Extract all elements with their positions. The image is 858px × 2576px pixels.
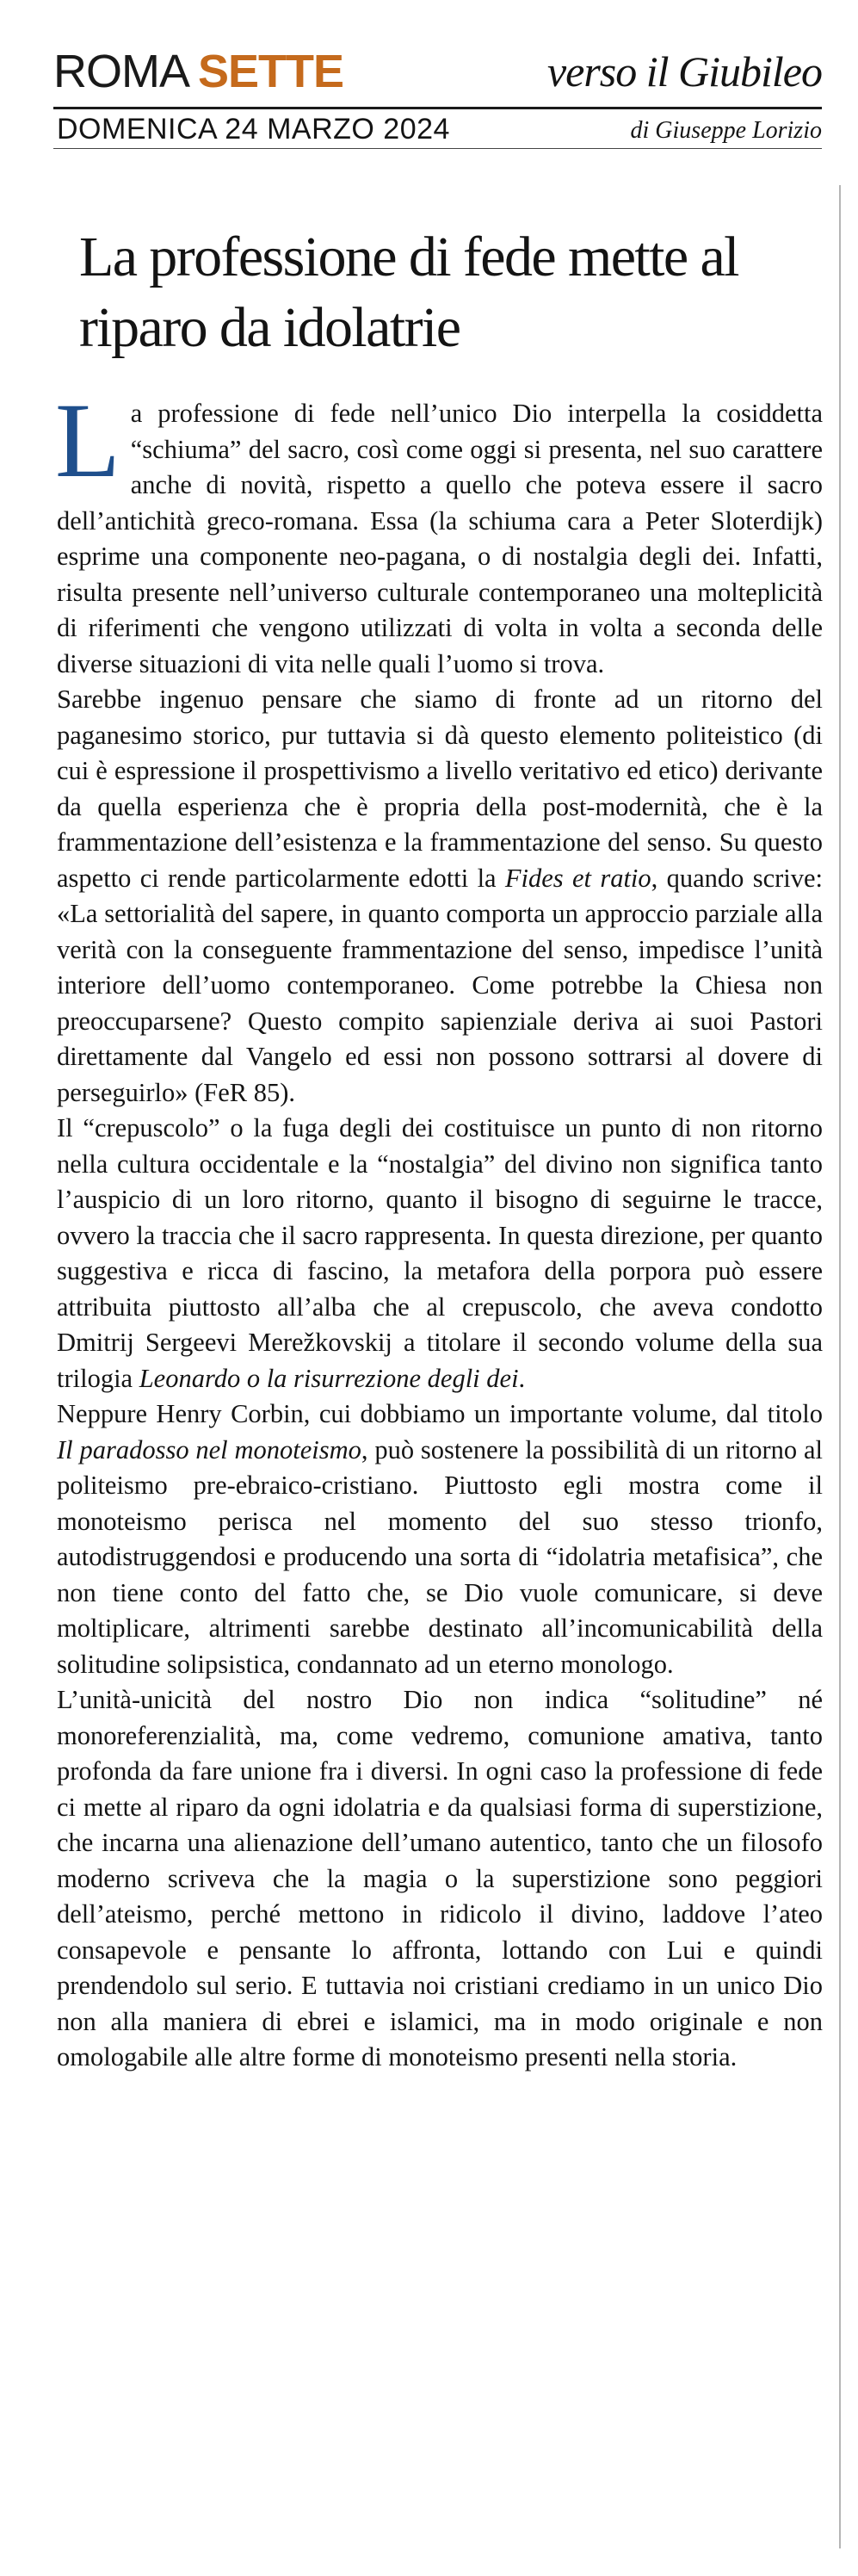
title-leonardo: Leonardo o la risurrezione degli dei xyxy=(139,1363,519,1393)
masthead-bottom-rule xyxy=(53,148,822,149)
paragraph-2: Sarebbe ingenuo pensare che siamo di fronte ad un ritorno del paganesimo storico, pur tuttavia si dà questo elemento politeistico (di cui è espressione il prospettivismo a livello veritativo ed etico) derivante da quella esperienza che è propria della post-modernità, che è la frammentazione dell’esistenza e la frammentazione del senso. Su questo aspetto ci rende particolarmente edotti la Fides et ratio, quando scrive: «La settorialità del sapere, in quanto comporta un approccio parziale alla verità con la conseguente frammentazione del senso, impedisce l’unità interiore dell’uomo contemporaneo. Come potrebbe la Chiesa non preoccuparsene? Questo compito sapienziale deriva ai suoi Pastori direttamente dal Vangelo ed essi non possono sottrarsi al dovere di perseguirlo» (FeR 85). xyxy=(57,684,823,1107)
author-byline: di Giuseppe Lorizio xyxy=(630,117,822,144)
column-rule xyxy=(839,185,841,2548)
paragraph-3: Il “crepuscolo” o la fuga degli dei costituisce un punto di non ritorno nella cultura occidentale e la “nostalgia” del divino non significa tanto l’auspicio di un loro ritorno, quanto il bisogno di seguirne le tracce, ovvero la traccia che il sacro rappresenta. In questa direzione, per quanto suggestiva e ricca di fascino, la metafora della porpora può essere attribuita piuttosto all’alba che al crepuscolo, che aveva condotto Dmitrij Sergeevi Merežkovskij a titolare il secondo volume della sua trilogia Leonardo o la risurrezione degli dei. xyxy=(57,1113,824,1393)
masthead-divider xyxy=(53,107,822,109)
brand-roma: ROMA xyxy=(53,46,189,97)
masthead-top-line xyxy=(53,45,822,98)
issue-date: DOMENICA 24 MARZO 2024 xyxy=(57,113,450,146)
paragraph-1 xyxy=(55,381,823,682)
brand-sette: SETTE xyxy=(198,46,344,97)
drop-cap: L xyxy=(55,381,120,499)
title-fides-et-ratio: Fides et ratio xyxy=(504,863,651,893)
paragraph-1-text: a professione di fede nell’unico Dio interpella la cosiddetta “schiuma” del sacro, così come oggi si presenta, nel suo carattere anche di novità, rispetto a quello che poteva essere il sacro dell’antichità greco-romana. Essa (la schiuma cara a Peter Sloterdijk) esprime una componente neo-pagana, o di nostalgia degli dei. Infatti, risulta presente nell’universo culturale contemporaneo una molteplicità di riferimenti che vengono utilizzati di volta in volta a seconda delle diverse situazioni di vita nelle quali l’uomo si trova. xyxy=(57,399,823,678)
publication-logo xyxy=(53,45,343,98)
article-body xyxy=(55,381,824,2076)
paragraph-5: L’unità-unicità del nostro Dio non indica “solitudine” né monoreferenzialità, ma, come vedremo, comunione amativa, tanto profonda da fare unione fra i diversi. In ogni caso la professione di fede ci mette al riparo da ogni idolatria e da qualsiasi forma di superstizione, che incarna una alienazione dell’umano autentico, tanto che un filosofo moderno scriveva che la magia o la superstizione sono peggiori dell’ateismo, perché mettono in ridicolo il divino, laddove l’ateo consapevole e pensante lo affronta, lottando con Lui e quindi prendendolo sul serio. E tuttavia noi cristiani crediamo in un unico Dio non alla maniera di ebrei e islamici, ma in modo originale e non omologabile alle altre forme di monoteismo presenti nella storia. xyxy=(57,1685,823,2071)
section-rubric: verso il Giubileo xyxy=(546,47,822,96)
article-headline: La professione di fede mette al riparo da idolatrie xyxy=(79,226,738,359)
paragraph-4: Neppure Henry Corbin, cui dobbiamo un importante volume, dal titolo Il paradosso nel monoteismo, può sostenere la possibilità di un ritorno al politeismo pre-ebraico-cristiano. Piuttosto egli mostra come il monoteismo perisca nel momento del suo stesso trionfo, autodistruggendosi e producendo una sorta di “idolatria metafisica”, che non tiene conto del fatto che, se Dio vuole comunicare, si deve moltiplicare, altrimenti sarebbe destinato all’incomunicabilità della solitudine solipsistica, condannato ad un eterno monologo. xyxy=(57,1399,823,1679)
masthead-bottom-line xyxy=(53,112,822,146)
masthead xyxy=(53,45,822,146)
title-paradosso: Il paradosso nel monoteismo xyxy=(57,1434,361,1464)
